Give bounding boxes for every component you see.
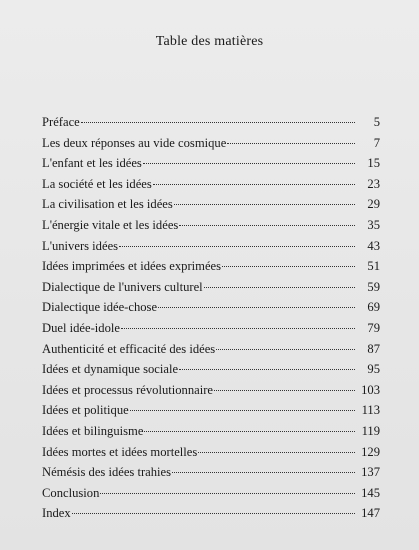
toc-entry-page: 103: [361, 382, 380, 397]
toc-entry-label: Authenticité et efficacité des idées: [42, 341, 216, 356]
toc-entry: [42, 297, 380, 318]
dot-leader: [198, 452, 355, 453]
toc-entry: [42, 339, 380, 360]
toc-entry-page: 59: [367, 279, 380, 294]
toc-entry-page: 113: [361, 403, 380, 418]
dot-leader: [204, 287, 355, 288]
toc-entry-label: Conclusion: [42, 485, 100, 500]
toc-entry-label: Idées et processus révolutionnaire: [42, 382, 214, 397]
toc-entry: [42, 174, 380, 195]
toc-entry-label: Dialectique idée-chose: [42, 300, 158, 315]
toc-entry: [42, 483, 380, 504]
toc-entry-label: Dialectique de l'univers culturel: [42, 279, 203, 294]
toc-entry-label: Idées et dynamique sociale: [42, 362, 179, 377]
toc-entry: [42, 215, 380, 236]
toc-entry: [42, 442, 380, 463]
toc-entry-label: Idées et bilinguisme: [42, 423, 144, 438]
toc-entry-label: Les deux réponses au vide cosmique: [42, 135, 227, 150]
toc-entry: [42, 277, 380, 298]
dot-leader: [130, 410, 355, 411]
toc-entry-page: 87: [367, 341, 380, 356]
toc-entry: [42, 503, 380, 524]
toc-entry: [42, 400, 380, 421]
toc-entry: [42, 380, 380, 401]
page-title: Table des matières: [155, 34, 264, 49]
toc-entry-label: L'enfant et les idées: [42, 156, 142, 171]
toc-entry-page: 145: [361, 485, 380, 500]
table-of-contents: [42, 112, 380, 524]
dot-leader: [81, 122, 355, 123]
toc-entry: [42, 112, 380, 133]
toc-entry-label: L'univers idées: [42, 238, 119, 253]
toc-entry-page: 23: [367, 176, 380, 191]
toc-entry-page: 43: [367, 238, 380, 253]
toc-entry-label: La civilisation et les idées: [42, 197, 173, 212]
toc-entry-label: Duel idée-idole: [42, 320, 120, 335]
dot-leader: [216, 349, 355, 350]
toc-entry: [42, 318, 380, 339]
toc-entry-page: 35: [367, 217, 380, 232]
toc-entry-label: Index: [42, 506, 71, 521]
toc-entry: [42, 133, 380, 154]
dot-leader: [153, 184, 355, 185]
toc-entry-page: 29: [367, 197, 380, 212]
dot-leader: [174, 204, 355, 205]
dot-leader: [227, 143, 355, 144]
toc-entry-label: Idées imprimées et idées exprimées: [42, 259, 222, 274]
toc-entry-label: Idées mortes et idées mortelles: [42, 444, 198, 459]
dot-leader: [179, 225, 355, 226]
toc-entry: [42, 236, 380, 257]
toc-entry-page: 7: [373, 135, 380, 150]
toc-entry-page: 129: [361, 444, 380, 459]
toc-entry-page: 79: [367, 320, 380, 335]
toc-entry-label: Préface: [42, 115, 80, 129]
toc-entry-page: 137: [361, 465, 380, 480]
toc-entry-page: 147: [361, 506, 380, 521]
toc-entry: [42, 359, 380, 380]
toc-entry-page: 51: [367, 259, 380, 274]
dot-leader: [119, 246, 355, 247]
toc-entry: [42, 462, 380, 483]
dot-leader: [214, 390, 355, 391]
toc-entry: [42, 153, 380, 174]
dot-leader: [179, 369, 355, 370]
toc-entry-page: 5: [373, 115, 380, 129]
dot-leader: [121, 328, 355, 329]
toc-entry-label: Idées et politique: [42, 403, 129, 418]
dot-leader: [100, 493, 355, 494]
dot-leader: [72, 513, 355, 514]
dot-leader: [143, 163, 355, 164]
toc-entry-label: La société et les idées: [42, 176, 152, 191]
dot-leader: [172, 472, 355, 473]
toc-entry-page: 69: [367, 300, 380, 315]
toc-entry-label: Némésis des idées trahies: [42, 465, 172, 480]
dot-leader: [158, 307, 355, 308]
toc-entry: [42, 256, 380, 277]
toc-entry: [42, 194, 380, 215]
toc-entry-label: L'énergie vitale et les idées: [42, 217, 179, 232]
toc-entry: [42, 421, 380, 442]
toc-entry-page: 95: [367, 362, 380, 377]
dot-leader: [222, 266, 355, 267]
dot-leader: [144, 431, 355, 432]
toc-entry-page: 15: [367, 156, 380, 171]
toc-entry-page: 119: [361, 423, 380, 438]
